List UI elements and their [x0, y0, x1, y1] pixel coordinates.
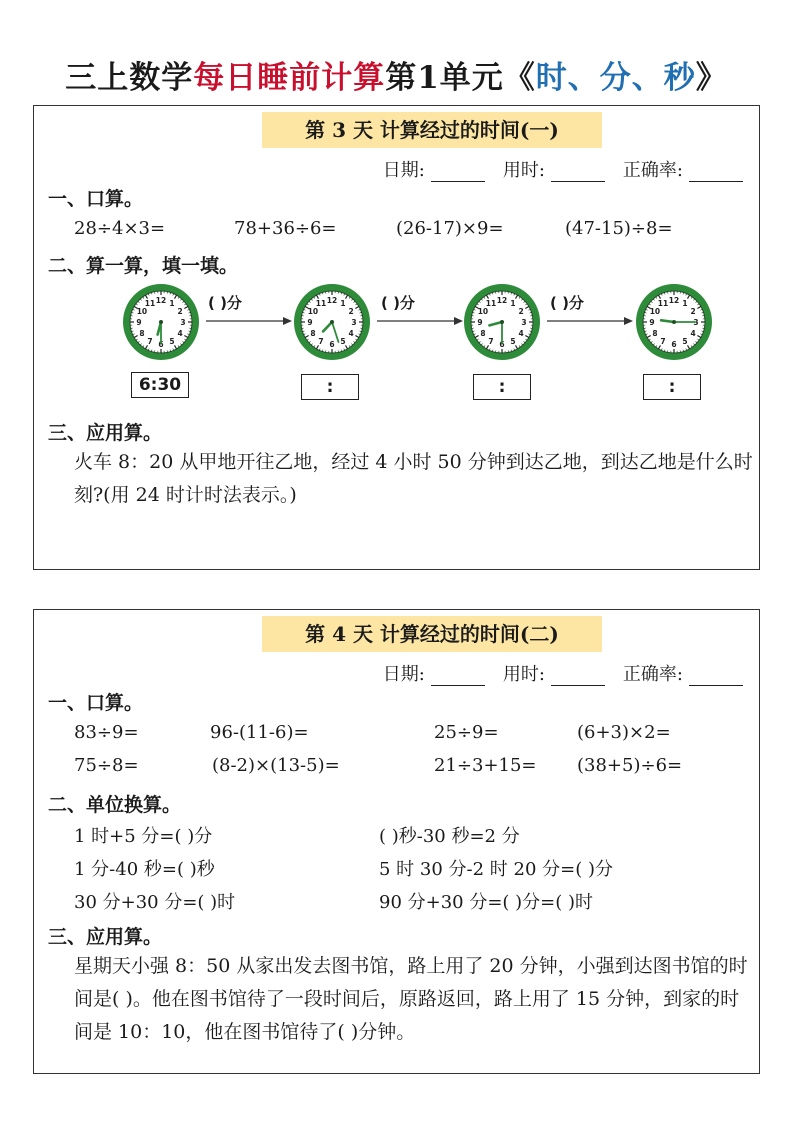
clock-numeral: 5	[682, 337, 688, 347]
section-word-problem: 三、应用算。	[48, 926, 163, 948]
section-word-problem: 三、应用算。	[48, 422, 163, 444]
clock-numeral: 6	[158, 340, 164, 349]
time-used-label: 用时:	[502, 160, 545, 181]
section-calc-fill: 二、算一算，填一填。	[48, 255, 239, 277]
clock-numeral: 10	[136, 307, 148, 316]
page-title	[0, 52, 793, 97]
title-unit: 第1单元《	[385, 60, 536, 96]
mental-problem: (38+5)÷6=	[577, 755, 683, 776]
clock-numeral: 1	[169, 298, 175, 308]
clock-numeral: 1	[682, 298, 688, 308]
clock-numeral: 10	[477, 307, 489, 316]
clock-numeral: 11	[315, 298, 327, 308]
info-row	[383, 660, 743, 686]
clock-numeral: 3	[521, 318, 527, 327]
worksheet-day-4	[33, 609, 760, 1074]
clock-numeral: 3	[180, 318, 186, 327]
clock-numeral: 7	[488, 337, 494, 347]
clock-center	[672, 320, 676, 324]
clock-numeral: 10	[307, 307, 319, 316]
clock-center	[500, 320, 504, 324]
day-title: 第 3 天 计算经过的时间(一)	[262, 112, 602, 148]
clock-numeral: 8	[652, 329, 658, 338]
clock-numeral: 9	[649, 318, 655, 327]
clock-numeral: 4	[348, 329, 354, 338]
clock-numeral: 10	[649, 307, 661, 316]
info-row	[383, 156, 743, 182]
accuracy-blank[interactable]	[689, 163, 743, 182]
clock-numeral: 6	[499, 340, 505, 349]
title-topic: 时、分、秒	[535, 60, 696, 96]
clock-numeral: 6	[671, 340, 677, 349]
clock-numeral: 4	[177, 329, 183, 338]
clock-face	[634, 282, 714, 362]
clock-numeral: 2	[518, 307, 524, 316]
title-daily: 每日睡前计算	[193, 60, 386, 96]
mental-problem: 28÷4×3=	[74, 218, 166, 239]
arrow-right-icon	[206, 314, 292, 328]
elapsed-minutes-blank[interactable]: ( )分	[208, 294, 242, 312]
arrow-right-icon	[377, 314, 463, 328]
clock-numeral: 5	[510, 337, 516, 347]
mental-problem: 25÷9=	[434, 722, 499, 743]
mental-problem: (26-17)×9=	[396, 218, 504, 239]
time-box-answer[interactable]: :	[643, 374, 701, 400]
clock-numeral: 5	[340, 337, 346, 347]
time-used-blank[interactable]	[551, 163, 605, 182]
elapsed-minutes-blank[interactable]: ( )分	[381, 294, 415, 312]
time-box-answer[interactable]: :	[301, 374, 359, 400]
clock-numeral: 7	[660, 337, 666, 347]
clock-numeral: 4	[690, 329, 696, 338]
clock-numeral: 2	[348, 307, 354, 316]
title-close: 》	[695, 60, 728, 96]
clock-numeral: 2	[177, 307, 183, 316]
mental-problem: 75÷8=	[74, 755, 139, 776]
mental-problem: 78+36÷6=	[234, 218, 337, 239]
time-box-answer[interactable]: :	[473, 374, 531, 400]
clock-numeral: 2	[690, 307, 696, 316]
word-problem-text: 星期天小强 8：50 从家出发去图书馆，路上用了 20 分钟，小强到达图书馆的时间是( )。他在图书馆待了一段时间后，原路返回，路上用了 15 分钟，到家的时间是 10：10，他在图书馆待了( )分钟。	[74, 955, 748, 1043]
clock-center	[330, 320, 334, 324]
time-used-label: 用时:	[502, 664, 545, 685]
accuracy-blank[interactable]	[689, 667, 743, 686]
clock-numeral: 5	[169, 337, 175, 347]
clock-numeral: 9	[136, 318, 142, 327]
section-mental-math: 一、口算。	[48, 188, 144, 210]
clock-numeral: 12	[155, 296, 167, 305]
day-title: 第 4 天 计算经过的时间(二)	[262, 616, 602, 652]
title-grade: 三上数学	[65, 60, 194, 96]
time-used-blank[interactable]	[551, 667, 605, 686]
clock-face	[292, 282, 372, 362]
clock-numeral: 7	[318, 337, 324, 347]
mental-problem: 83÷9=	[74, 722, 139, 743]
accuracy-label: 正确率:	[622, 664, 683, 685]
clock-numeral: 12	[668, 296, 680, 305]
word-problem-text: 火车 8：20 从甲地开往乙地，经过 4 小时 50 分钟到达乙地，到达乙地是什么时刻?(用 24 时计时法表示。)	[74, 451, 753, 506]
conversion-problem: 5 时 30 分-2 时 20 分=( )分	[379, 859, 613, 880]
clock-face	[121, 282, 201, 362]
section-unit-conversion: 二、单位换算。	[48, 794, 182, 816]
clock-numeral: 8	[480, 329, 486, 338]
clock-numeral: 11	[485, 298, 497, 308]
accuracy-label: 正确率:	[622, 160, 683, 181]
date-blank[interactable]	[431, 163, 485, 182]
conversion-problem: 90 分+30 分=( )分=( )时	[379, 892, 594, 913]
clock-numeral: 3	[351, 318, 357, 327]
date-label: 日期:	[382, 664, 425, 685]
date-blank[interactable]	[431, 667, 485, 686]
conversion-problem: ( )秒-30 秒=2 分	[379, 826, 520, 847]
clock-numeral: 1	[510, 298, 516, 308]
clock-face	[462, 282, 542, 362]
clock-numeral: 9	[477, 318, 483, 327]
clock-center	[159, 320, 163, 324]
section-mental-math: 一、口算。	[48, 692, 144, 714]
clock-numeral: 11	[657, 298, 669, 308]
clock-numeral: 8	[139, 329, 145, 338]
arrow-right-icon	[547, 314, 633, 328]
clock-numeral: 12	[326, 296, 338, 305]
conversion-problem: 1 时+5 分=( )分	[74, 826, 213, 847]
mental-problem: (47-15)÷8=	[565, 218, 673, 239]
clock-numeral: 9	[307, 318, 313, 327]
mental-problem: 96-(11-6)=	[210, 722, 309, 743]
clock-numeral: 8	[310, 329, 316, 338]
worksheet-day-3	[33, 105, 760, 570]
mental-problem: (6+3)×2=	[577, 722, 671, 743]
clock-numeral: 4	[518, 329, 524, 338]
conversion-problem: 1 分-40 秒=( )秒	[74, 859, 215, 880]
time-box-given: 6:30	[131, 372, 189, 398]
mental-problem: 21÷3+15=	[434, 755, 537, 776]
clock-numeral: 1	[340, 298, 346, 308]
clock-numeral: 6	[329, 340, 335, 349]
mental-problem: (8-2)×(13-5)=	[212, 755, 340, 776]
clock-numeral: 7	[147, 337, 153, 347]
clock-numeral: 3	[693, 318, 699, 327]
date-label: 日期:	[382, 160, 425, 181]
elapsed-minutes-blank[interactable]: ( )分	[550, 294, 584, 312]
clock-numeral: 11	[144, 298, 156, 308]
clock-numeral: 12	[496, 296, 508, 305]
conversion-problem: 30 分+30 分=( )时	[74, 892, 236, 913]
